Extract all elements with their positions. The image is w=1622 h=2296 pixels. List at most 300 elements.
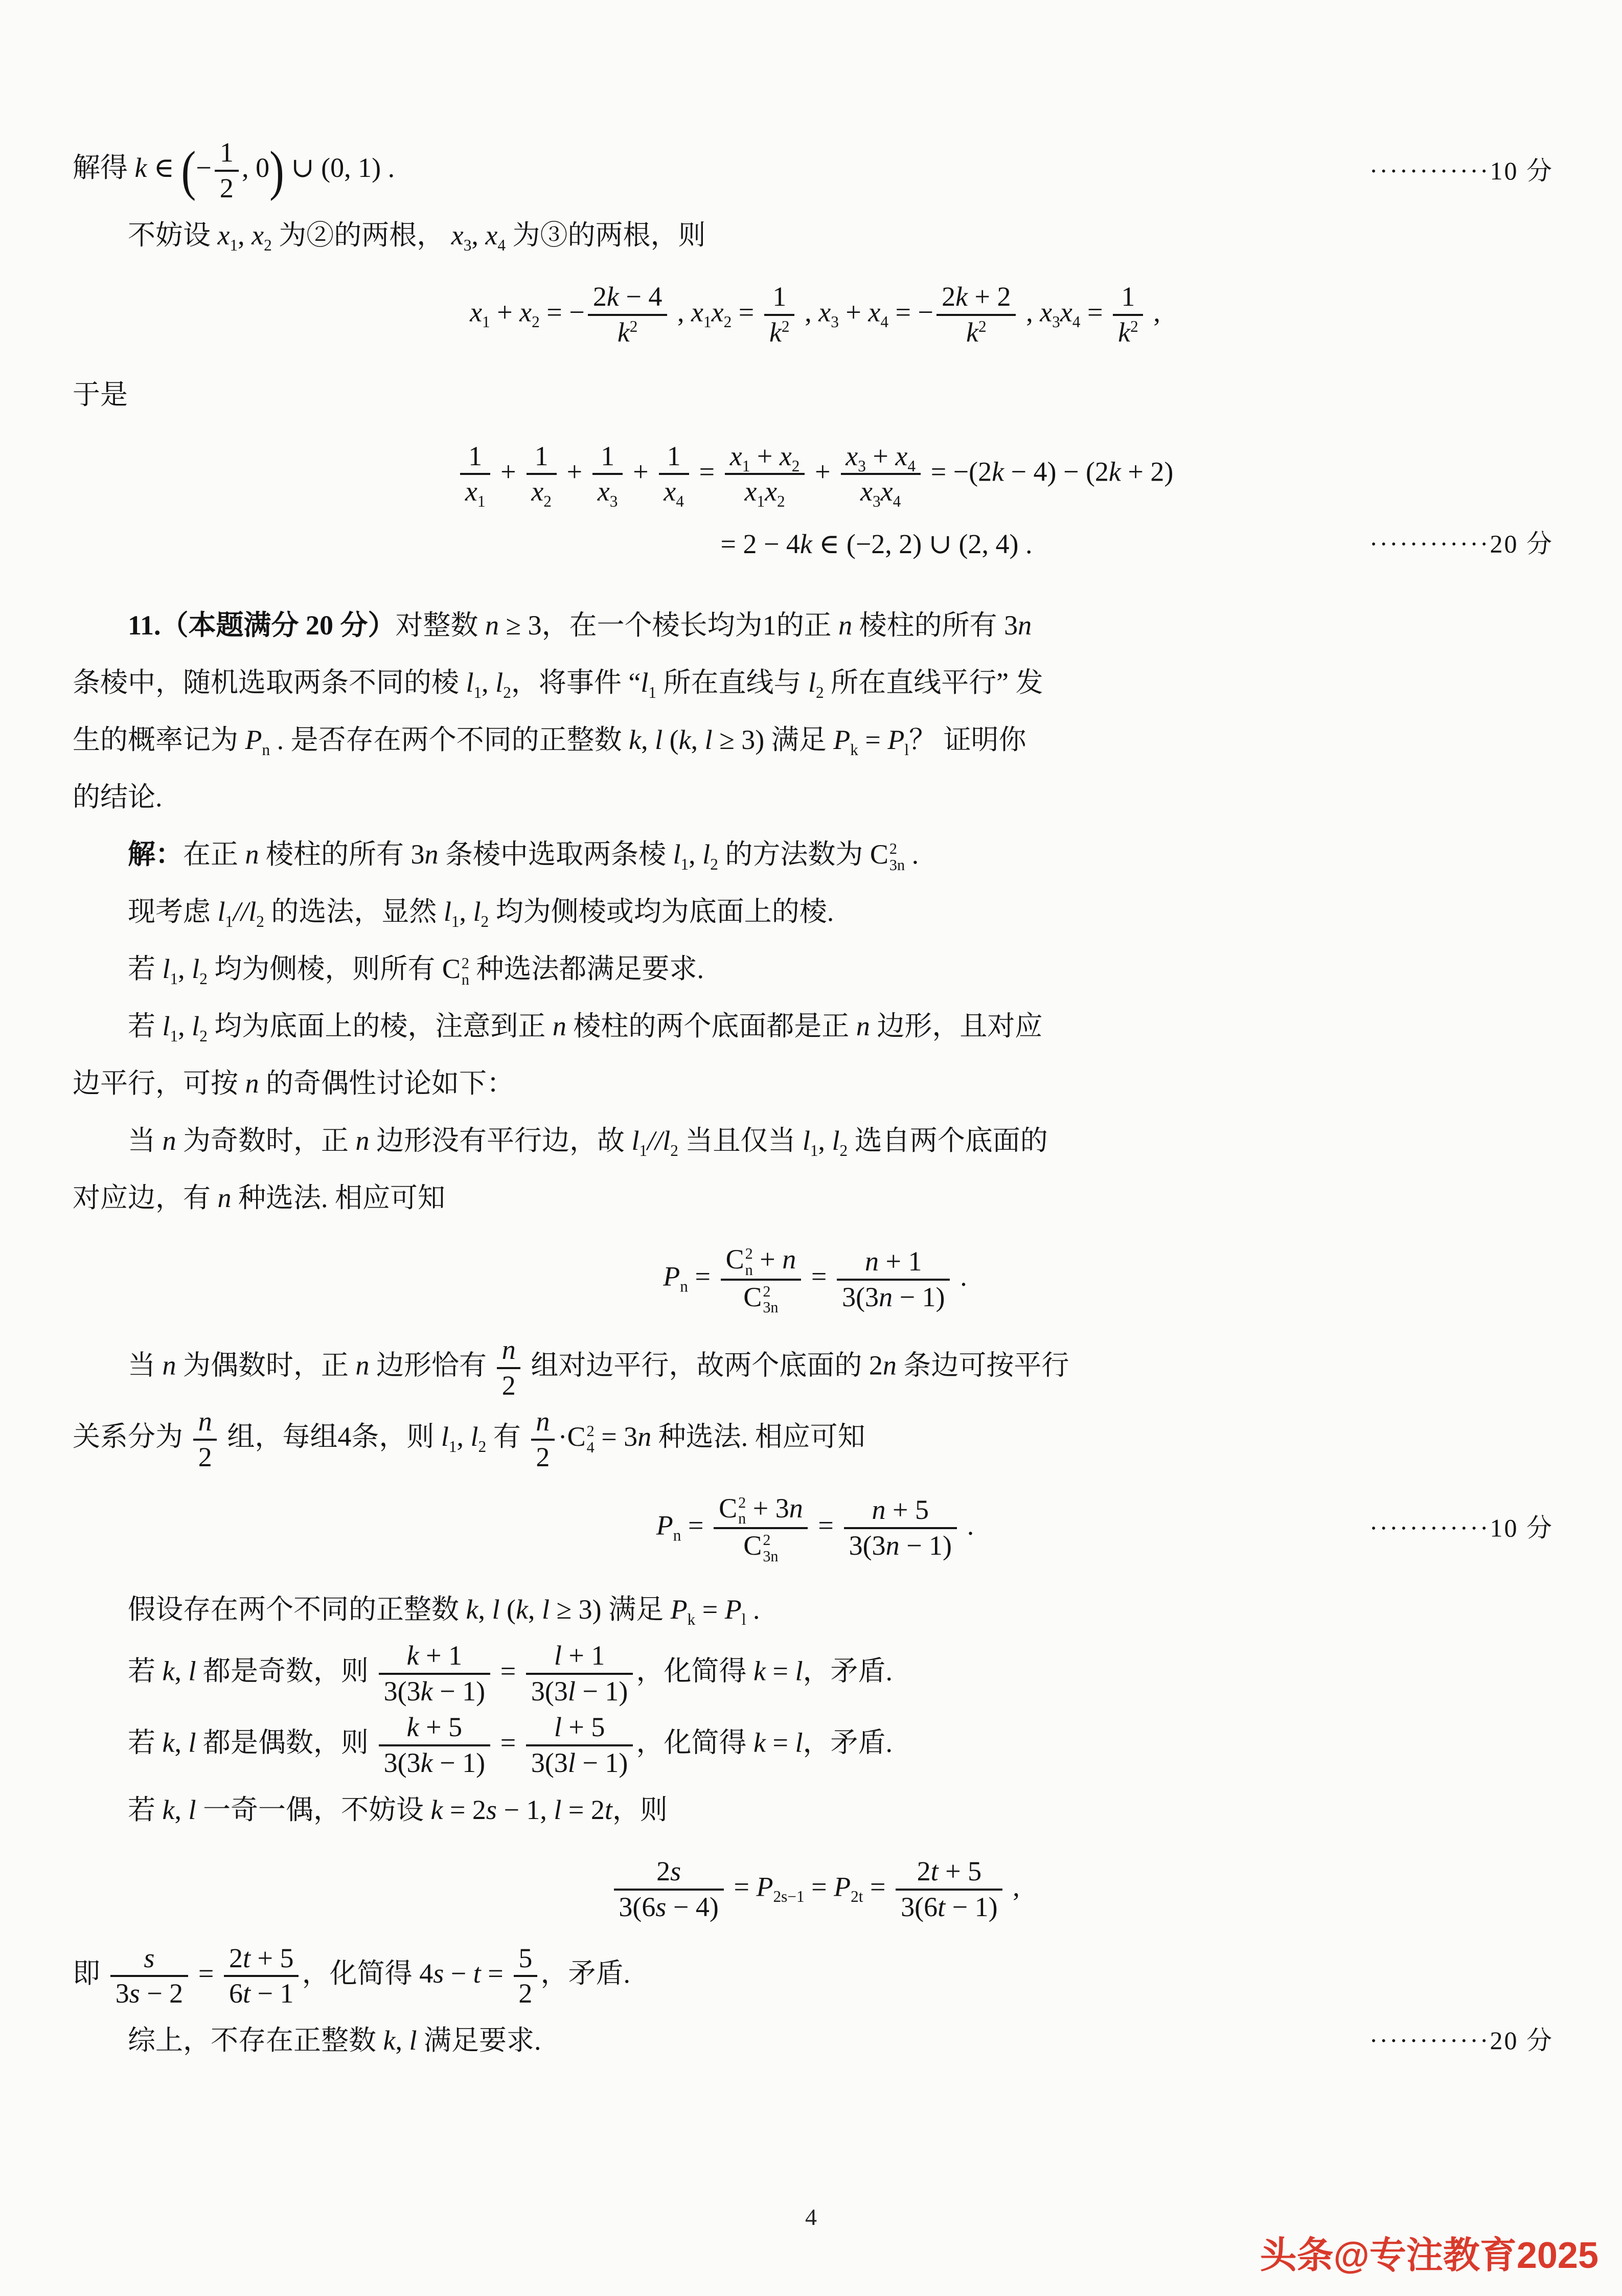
odd-case-line1 bbox=[73, 1113, 1558, 1168]
text-run: t bbox=[604, 1794, 612, 1825]
script-text: 4 bbox=[1072, 312, 1081, 331]
text-run: 6 bbox=[229, 1978, 243, 2009]
text-run: 2 bbox=[869, 1350, 883, 1381]
text-run: = 2 bbox=[561, 1794, 605, 1825]
text-run: C bbox=[725, 1244, 744, 1275]
line-content bbox=[73, 1113, 1048, 1168]
fraction bbox=[497, 1333, 520, 1403]
fraction bbox=[614, 1855, 724, 1924]
binomial-scripts: 2 3n bbox=[763, 1282, 779, 1316]
document-content bbox=[73, 134, 1558, 2070]
text-run: 当且仅当 bbox=[678, 1125, 803, 1156]
line-content bbox=[73, 598, 1032, 653]
text-run: 5 bbox=[518, 1942, 533, 1973]
text-run: 满足 bbox=[764, 724, 834, 756]
text-run: n bbox=[355, 1350, 370, 1381]
text-run: 若 bbox=[128, 1794, 163, 1825]
text-run: x bbox=[252, 219, 264, 251]
line-content bbox=[73, 1183, 445, 1213]
text-run: P bbox=[887, 724, 905, 756]
text-run: − 1) bbox=[899, 1530, 952, 1561]
problem-11-line2 bbox=[73, 655, 1558, 710]
text-run: 若 bbox=[128, 953, 163, 985]
text-run: 2 bbox=[592, 281, 607, 312]
equation-vieta bbox=[73, 280, 1558, 350]
text-run: = bbox=[858, 724, 888, 756]
text-run: . bbox=[905, 839, 919, 870]
text-run: = bbox=[811, 1510, 841, 1541]
text-run: = bbox=[493, 1727, 523, 1758]
text-run: . bbox=[960, 1510, 974, 1541]
line-content bbox=[73, 379, 128, 410]
text-run: n bbox=[198, 1405, 212, 1437]
score-mark: ············10 分 bbox=[1369, 156, 1554, 185]
text-run: n bbox=[882, 1350, 897, 1381]
text-run: n bbox=[552, 1011, 566, 1042]
problem-11-line3 bbox=[73, 712, 1558, 767]
text-run: x bbox=[485, 219, 498, 251]
text-run: , bbox=[459, 896, 473, 927]
text-run: C bbox=[719, 1492, 738, 1524]
text-run: , 0 bbox=[242, 152, 270, 184]
text-run: l bbox=[217, 896, 225, 927]
line-content bbox=[73, 1782, 668, 1837]
text-run: x bbox=[868, 297, 881, 328]
text-run: ，将事件 “ bbox=[511, 667, 641, 698]
text-run: − 4) − (2 bbox=[1004, 456, 1109, 487]
text-run: , bbox=[1006, 1871, 1020, 1902]
text-run: t bbox=[243, 1978, 251, 2009]
text-run: − 1, bbox=[496, 1794, 554, 1825]
script-text: 2 bbox=[670, 1142, 678, 1160]
text-run: n bbox=[424, 839, 439, 870]
text-run: − 1) bbox=[945, 1891, 998, 1922]
line-content bbox=[73, 667, 1043, 702]
text-run: x bbox=[691, 297, 703, 328]
solution-line5 bbox=[73, 1056, 1558, 1111]
text-run: 条棱中选取两条棱 bbox=[438, 839, 673, 870]
text-run: t bbox=[473, 1958, 481, 1989]
text-run: x bbox=[846, 440, 858, 471]
text-run: − 4) bbox=[666, 1891, 719, 1922]
text-run: = − bbox=[539, 297, 585, 328]
text-run: + bbox=[750, 440, 780, 471]
text-run: 3(3 bbox=[849, 1530, 886, 1561]
text-run: k bbox=[515, 1594, 528, 1625]
text-run: 解得 bbox=[73, 152, 135, 184]
text-run: 条边可按平行 bbox=[896, 1350, 1069, 1381]
text-run: 种选法. 相应可知 bbox=[231, 1183, 445, 1214]
score-mark: ············20 分 bbox=[1369, 2026, 1554, 2055]
text-run: s bbox=[486, 1794, 497, 1825]
text-run: x bbox=[860, 476, 873, 507]
text-run: 为②的两根， bbox=[271, 219, 451, 251]
text-run: = bbox=[681, 1510, 711, 1541]
text-run: + 5 bbox=[938, 1855, 982, 1886]
text-run: 3(3 bbox=[383, 1676, 421, 1707]
text-run: 2 bbox=[917, 1855, 931, 1886]
page-number: 4 bbox=[805, 2204, 817, 2230]
text-run: 1 bbox=[468, 440, 483, 471]
fraction bbox=[526, 1711, 633, 1780]
text-run: + 1 bbox=[561, 1640, 605, 1671]
text-run: k bbox=[617, 316, 630, 348]
text-run: ，矛盾. bbox=[803, 1727, 893, 1758]
text-run: k bbox=[406, 1712, 419, 1743]
line-content bbox=[721, 526, 1033, 562]
text-run: s bbox=[129, 1978, 140, 2009]
line-content bbox=[610, 1855, 1020, 1924]
text-run: x bbox=[729, 440, 742, 471]
text-run: ·C bbox=[558, 1421, 586, 1452]
fraction bbox=[224, 1942, 299, 2011]
script-text: 2 bbox=[543, 492, 552, 511]
text-run: = bbox=[481, 1958, 511, 1989]
text-run: l bbox=[832, 1125, 840, 1156]
text-run: 棱柱的所有 bbox=[852, 610, 1004, 641]
text-run: , bbox=[238, 219, 252, 251]
text-run: = − bbox=[888, 297, 933, 328]
text-run: P bbox=[756, 1871, 773, 1902]
score-mark: ············20 分 bbox=[1369, 529, 1554, 558]
text-run: k bbox=[430, 1794, 443, 1825]
text-run: , bbox=[1146, 297, 1160, 328]
text-run: ∈ (−2, 2) ∪ (2, 4) . bbox=[812, 529, 1033, 560]
text-run: 若 bbox=[128, 1011, 163, 1042]
text-run: k bbox=[769, 316, 782, 348]
fraction bbox=[379, 1639, 490, 1709]
text-run: k bbox=[992, 456, 1004, 487]
text-run: C bbox=[870, 839, 888, 870]
text-run: 2 bbox=[536, 1441, 550, 1472]
script-text: n bbox=[673, 1526, 681, 1544]
script-text: 1 bbox=[477, 492, 486, 511]
text-run: x bbox=[470, 297, 483, 328]
text-run: + bbox=[490, 297, 520, 328]
fraction bbox=[659, 440, 689, 509]
line-content bbox=[73, 1639, 893, 1709]
text-run: + 3 bbox=[746, 1492, 789, 1524]
text-run: x bbox=[597, 476, 610, 507]
text-run: + 2 bbox=[968, 281, 1011, 312]
line-content bbox=[663, 1243, 967, 1316]
text-run: = bbox=[804, 1871, 834, 1902]
fraction bbox=[193, 1405, 217, 1474]
text-run: , bbox=[395, 2025, 409, 2056]
text-run: 3(3 bbox=[531, 1747, 568, 1778]
text-run: = −(2 bbox=[924, 456, 992, 487]
script-text: 3 bbox=[463, 236, 472, 254]
text-run: 当 bbox=[128, 1350, 163, 1381]
text-run: n bbox=[856, 1011, 870, 1042]
text-run: 在正 bbox=[183, 839, 245, 870]
text-run: P bbox=[670, 1594, 688, 1625]
text-run: t bbox=[930, 1855, 939, 1886]
text-run: l bbox=[802, 1125, 810, 1156]
text-run: 棱柱的两个底面都是正 bbox=[566, 1011, 856, 1042]
text-run: l bbox=[192, 1011, 200, 1042]
fraction bbox=[837, 1245, 950, 1314]
text-run: . bbox=[953, 1261, 967, 1292]
script-text: 1 bbox=[170, 970, 178, 988]
text-run: 1 bbox=[1121, 281, 1135, 312]
text-run: 的结论. bbox=[73, 782, 163, 813]
text-run: ) bbox=[269, 140, 284, 201]
script-text: 1 bbox=[810, 1142, 818, 1160]
text-run: = 2 bbox=[443, 1794, 486, 1825]
fraction bbox=[721, 1243, 801, 1316]
text-run: , bbox=[689, 839, 703, 870]
text-run: k bbox=[466, 1594, 478, 1625]
text-run: = bbox=[804, 1261, 834, 1292]
script-text: 1 bbox=[451, 913, 460, 931]
text-run: n bbox=[789, 1492, 803, 1524]
text-run: = bbox=[688, 1261, 718, 1292]
problem-11-line1 bbox=[73, 598, 1558, 653]
script-text: 2 bbox=[839, 1142, 848, 1160]
text-run: 种选法都满足要求. bbox=[469, 953, 704, 985]
text-run: , bbox=[1019, 297, 1040, 328]
script-text: 2 bbox=[503, 684, 511, 702]
text-run: k bbox=[162, 1794, 175, 1825]
text-run: ≥ 3 bbox=[499, 610, 542, 641]
text-run: k bbox=[406, 1640, 419, 1671]
text-run: , bbox=[178, 953, 192, 985]
text-run: , bbox=[174, 1655, 189, 1687]
conclusion-line bbox=[73, 2013, 1558, 2068]
text-run: , bbox=[797, 297, 819, 328]
text-run: l bbox=[795, 1727, 803, 1758]
text-run: l bbox=[495, 667, 504, 698]
script-text: 3 bbox=[1052, 312, 1060, 331]
script-text: 2 bbox=[264, 236, 272, 254]
text-run: 所在直线平行” 发 bbox=[824, 667, 1043, 698]
text-run: , bbox=[174, 1794, 189, 1825]
fraction bbox=[527, 440, 557, 509]
binomial-scripts: 2 n bbox=[461, 954, 469, 989]
script-text: 4 bbox=[676, 492, 684, 511]
script-text: 2t bbox=[851, 1887, 863, 1905]
text-run: + 5 bbox=[250, 1942, 294, 1973]
line-content bbox=[73, 827, 919, 882]
text-run: n bbox=[245, 1068, 259, 1099]
line-content bbox=[73, 941, 704, 996]
text-run: x bbox=[217, 219, 230, 251]
fraction bbox=[514, 1942, 537, 2011]
text-run: + bbox=[838, 297, 869, 328]
text-run: = bbox=[1080, 297, 1110, 328]
text-run: n bbox=[217, 1183, 232, 1214]
text-run: ，化简得 bbox=[302, 1958, 420, 1989]
text-run: 3 bbox=[1004, 610, 1018, 641]
text-run: s bbox=[144, 1942, 155, 1973]
binomial-scripts: 2 3n bbox=[889, 840, 905, 874]
script-text: 1 bbox=[757, 492, 765, 511]
text-run: l bbox=[473, 896, 481, 927]
fraction bbox=[764, 280, 794, 350]
text-run: ，在一个棱长均为1的正 bbox=[541, 610, 839, 641]
script-text: l bbox=[741, 1610, 746, 1629]
text-run: ，化简得 bbox=[636, 1727, 754, 1758]
text-run: 2 bbox=[229, 1942, 243, 1973]
solution-line4 bbox=[73, 998, 1558, 1054]
text-run: − 1) bbox=[432, 1747, 486, 1778]
text-run: ∈ bbox=[147, 152, 181, 184]
text-run: + bbox=[808, 456, 838, 487]
line-content bbox=[457, 440, 1174, 509]
text-run: s bbox=[433, 1958, 444, 1989]
script-text: 1 bbox=[639, 1142, 648, 1160]
line-content bbox=[73, 1711, 893, 1780]
script-text: 3 bbox=[609, 492, 618, 511]
text-run: l bbox=[567, 1747, 576, 1778]
text-run: + 5 bbox=[561, 1712, 605, 1743]
text-run: l bbox=[554, 1794, 562, 1825]
text-run: x bbox=[1040, 297, 1053, 328]
line-content bbox=[73, 1942, 631, 2009]
text-run: 1 bbox=[667, 440, 681, 471]
text-run: C bbox=[442, 953, 461, 985]
text-run: = bbox=[695, 1594, 725, 1625]
even-case-line2 bbox=[73, 1405, 1558, 1474]
text-run: 即 bbox=[73, 1958, 107, 1989]
text-run: n bbox=[162, 1125, 176, 1156]
script-text: k bbox=[687, 1610, 696, 1629]
script-text: 2s−1 bbox=[773, 1887, 805, 1905]
binomial-scripts: 2 3n bbox=[763, 1531, 779, 1565]
script-text: 2 bbox=[777, 492, 785, 511]
line-content bbox=[73, 998, 1042, 1054]
text-run: P bbox=[663, 1261, 680, 1292]
text-run: 3 bbox=[115, 1978, 129, 2009]
text-run: l bbox=[702, 839, 711, 870]
text-run: 关系分为 bbox=[73, 1421, 190, 1452]
text-run: 1 bbox=[219, 137, 234, 168]
text-run: 条棱中，随机选取两条不同的棱 bbox=[73, 667, 466, 698]
text-run: , bbox=[174, 1727, 189, 1758]
text-run: 2 bbox=[518, 1978, 533, 2009]
text-run: ( bbox=[181, 140, 196, 201]
fraction bbox=[215, 136, 238, 206]
text-run: l bbox=[188, 1727, 196, 1758]
script-text: 4 bbox=[893, 492, 901, 511]
text-run: ？ 证明你 bbox=[909, 724, 1026, 756]
text-run: − 4 bbox=[619, 281, 662, 312]
text-run: 所在直线与 bbox=[656, 667, 808, 698]
line-solve-k bbox=[73, 136, 1558, 206]
even-case-line1 bbox=[73, 1333, 1558, 1403]
text-run: x bbox=[711, 297, 724, 328]
text-run: C bbox=[743, 1281, 762, 1312]
text-run: = bbox=[863, 1871, 893, 1902]
text-run: n bbox=[782, 1244, 796, 1275]
text-run: l bbox=[704, 724, 713, 756]
text-run: l bbox=[409, 2025, 417, 2056]
text-run: k bbox=[606, 281, 619, 312]
text-run: 3 bbox=[410, 839, 425, 870]
text-run: l bbox=[541, 1594, 550, 1625]
text-run: l bbox=[631, 1125, 639, 1156]
text-run: − bbox=[444, 1958, 473, 1989]
text-run: k bbox=[383, 2025, 396, 2056]
line-content bbox=[656, 1492, 974, 1565]
text-run: + 2) bbox=[1121, 456, 1174, 487]
fraction bbox=[526, 1639, 633, 1709]
text-run: x bbox=[519, 297, 532, 328]
equation-mixed bbox=[73, 1855, 1558, 1924]
text-run: = bbox=[732, 297, 761, 328]
text-run: − 1) bbox=[575, 1676, 628, 1707]
text-run: = bbox=[727, 1871, 757, 1902]
line-content bbox=[73, 724, 1026, 759]
text-run: P bbox=[724, 1594, 742, 1625]
text-run: x bbox=[465, 476, 477, 507]
text-run: 都是偶数，则 bbox=[196, 1727, 376, 1758]
solution-line1 bbox=[73, 827, 1558, 882]
text-run: . 是否存在两个不同的正整数 bbox=[270, 724, 629, 756]
script-text: 1 bbox=[230, 236, 238, 254]
text-run: , bbox=[471, 219, 486, 251]
text-run: n bbox=[1018, 610, 1032, 641]
script-text: 1 bbox=[742, 457, 750, 475]
text-run: − 2 bbox=[140, 1978, 184, 2009]
text-run: 3(6 bbox=[901, 1891, 938, 1922]
text-run: l bbox=[470, 1421, 478, 1452]
text-run: ∪ (0, 1) . bbox=[284, 152, 395, 184]
text-run: , bbox=[818, 1125, 832, 1156]
text-run: 当 bbox=[128, 1125, 163, 1156]
script-text: 2 bbox=[199, 970, 208, 988]
text-run: x bbox=[765, 476, 778, 507]
script-text: n bbox=[262, 741, 270, 759]
text-run: , bbox=[670, 297, 692, 328]
text-run: + bbox=[752, 1244, 783, 1275]
text-run: k bbox=[966, 316, 978, 348]
text-run: 综上，不存在正整数 bbox=[128, 2025, 383, 2056]
script-text: 1 bbox=[703, 312, 712, 331]
text-run: − 1) bbox=[575, 1747, 628, 1778]
script-text: 3 bbox=[872, 492, 881, 511]
text-run: , bbox=[478, 1594, 492, 1625]
text-run: P bbox=[656, 1510, 673, 1541]
mixed-parity-line bbox=[73, 1782, 1558, 1837]
equation-sum-reciprocals bbox=[73, 440, 1558, 509]
text-run: 于是 bbox=[73, 379, 128, 410]
text-run: n bbox=[637, 1421, 652, 1452]
text-run: ，矛盾. bbox=[803, 1655, 893, 1687]
line-content bbox=[470, 280, 1160, 350]
text-run: n bbox=[501, 1334, 516, 1366]
text-run: = bbox=[493, 1655, 523, 1687]
text-run: . bbox=[746, 1594, 760, 1625]
text-run: 4 bbox=[419, 1958, 433, 1989]
fraction bbox=[110, 1942, 188, 2011]
line-content bbox=[73, 884, 834, 939]
text-run: // bbox=[233, 896, 249, 927]
text-run: k bbox=[799, 529, 812, 560]
text-run: P bbox=[833, 724, 851, 756]
text-run: , bbox=[456, 1421, 471, 1452]
text-run: 有 bbox=[486, 1421, 528, 1452]
text-run: k bbox=[955, 281, 968, 312]
script-text: 2 bbox=[791, 457, 800, 475]
score-mark: ············10 分 bbox=[1369, 1513, 1554, 1542]
fraction bbox=[460, 440, 490, 509]
fraction bbox=[592, 440, 623, 509]
text-run: 不妨设 bbox=[128, 219, 218, 251]
fraction bbox=[844, 1493, 957, 1563]
assume-line bbox=[73, 1582, 1558, 1637]
